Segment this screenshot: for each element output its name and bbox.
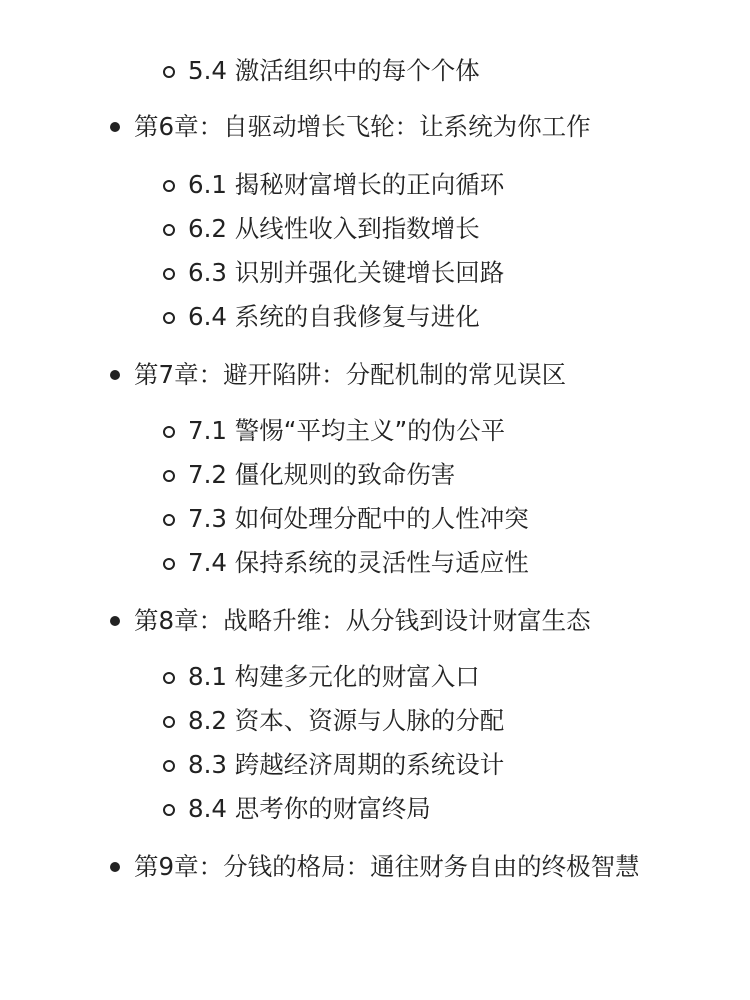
- disc-bullet-icon: [110, 616, 120, 626]
- section-7-1: 7.1 警惕“平均主义”的伪公平: [188, 416, 506, 445]
- section-5-4: 5.4 激活组织中的每个个体: [188, 56, 480, 85]
- disc-bullet-icon: [110, 862, 120, 872]
- circle-bullet-icon: [163, 804, 175, 816]
- circle-bullet-icon: [163, 180, 175, 192]
- section-7-2: 7.2 僵化规则的致命伤害: [188, 460, 456, 489]
- circle-bullet-icon: [163, 312, 175, 324]
- disc-bullet-icon: [110, 122, 120, 132]
- circle-bullet-icon: [163, 268, 175, 280]
- disc-bullet-icon: [110, 370, 120, 380]
- circle-bullet-icon: [163, 716, 175, 728]
- section-6-3: 6.3 识别并强化关键增长回路: [188, 258, 505, 287]
- circle-bullet-icon: [163, 224, 175, 236]
- section-6-4: 6.4 系统的自我修复与进化: [188, 302, 480, 331]
- chapter-9: 第9章：分钱的格局：通往财务自由的终极智慧: [134, 852, 640, 881]
- circle-bullet-icon: [163, 426, 175, 438]
- circle-bullet-icon: [163, 514, 175, 526]
- section-6-1: 6.1 揭秘财富增长的正向循环: [188, 170, 505, 199]
- section-6-2: 6.2 从线性收入到指数增长: [188, 214, 480, 243]
- circle-bullet-icon: [163, 470, 175, 482]
- circle-bullet-icon: [163, 66, 175, 78]
- section-8-3: 8.3 跨越经济周期的系统设计: [188, 750, 505, 779]
- circle-bullet-icon: [163, 672, 175, 684]
- chapter-7: 第7章：避开陷阱：分配机制的常见误区: [134, 360, 567, 389]
- section-7-4: 7.4 保持系统的灵活性与适应性: [188, 548, 529, 577]
- chapter-8: 第8章：战略升维：从分钱到设计财富生态: [134, 606, 591, 635]
- chapter-6: 第6章：自驱动增长飞轮：让系统为你工作: [134, 112, 591, 141]
- circle-bullet-icon: [163, 760, 175, 772]
- section-8-4: 8.4 思考你的财富终局: [188, 794, 431, 823]
- section-7-3: 7.3 如何处理分配中的人性冲突: [188, 504, 529, 533]
- section-8-2: 8.2 资本、资源与人脉的分配: [188, 706, 505, 735]
- circle-bullet-icon: [163, 558, 175, 570]
- section-8-1: 8.1 构建多元化的财富入口: [188, 662, 480, 691]
